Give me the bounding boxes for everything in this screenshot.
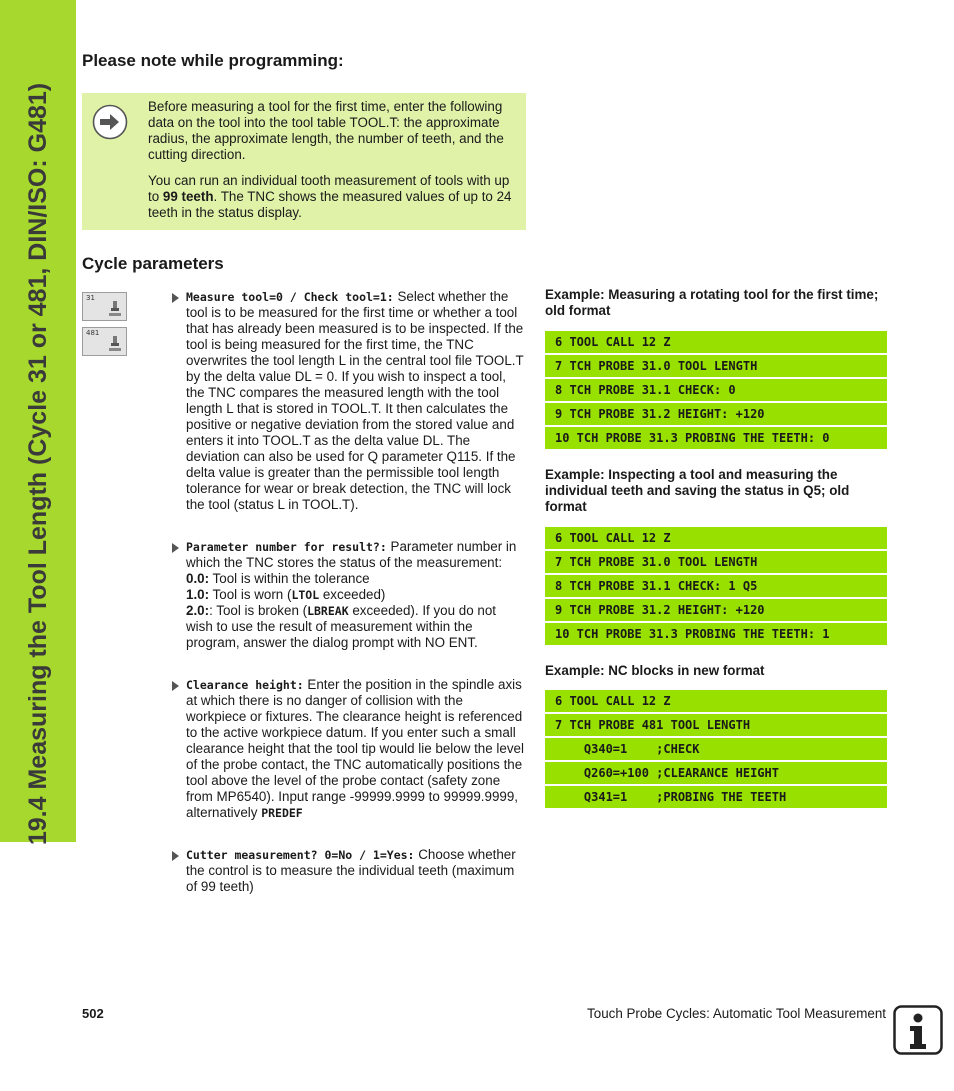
example-1-title: Example: Measuring a rotating tool for the first time; old format: [545, 287, 879, 318]
cycle-31-softkey-icon: 31: [82, 292, 127, 321]
param-measure-or-check: Measure tool=0 / Check tool=1: Select whether the tool is to be measured for the first time or whether a tool that has already been measured is to be inspected. If the tool is being measured for the first time, the TNC overwrites the tool length L in the central tool file TOOL.T by the delta value DL = 0. If you wish to inspect a tool, the TNC compares the measured length with the tool length L that is stored in TOOL.T. It then calculates the positive or negative deviation from the stored value and enters it into TOOL.T as the delta value DL. The deviation can also be used for Q parameter Q115. If the delta value is greater than the permissible tool length tolerance for wear or break detection, the TNC will lock the tool (status L in TOOL.T).: [172, 289, 524, 513]
footer-title: Touch Probe Cycles: Automatic Tool Measurement: [587, 1006, 886, 1021]
code-line: Q260=+100 ;CLEARANCE HEIGHT: [545, 762, 887, 784]
note-paragraph-1: Before measuring a tool for the first time, enter the following data on the tool into the tool table TOOL.T: the approximate radius, the approximate length, the number of teeth, and the cutting direction.: [148, 99, 504, 162]
param-result-number: Parameter number for result?: Parameter number in which the TNC stores the status of the measurement: 0.0: Tool is within the tolerance 1.0: Tool is worn (LTOL exceeded) 2.0:: Tool is broken (LBREAK exceeded). If you do not wish to use the result of measurement within the program, answer the dialog prompt with NO ENT.: [172, 539, 524, 651]
bullet-triangle-icon: [172, 681, 179, 691]
code-line: Q340=1 ;CHECK: [545, 738, 887, 760]
param-clearance-height: Clearance height: Enter the position in the spindle axis at which there is no danger of collision with the workpiece or fixtures. The clearance height is referenced to the active workpiece datum. If you enter such a small clearance height that the tool tip would lie below the level of the probe contact, the TNC automatically positions the tool above the level of the probe contact (safety zone from MP6540). Input range -99999.9999 to 99999.9999, alternatively PREDEF: [172, 677, 524, 821]
page-number: 502: [82, 1006, 104, 1021]
info-icon: [893, 1005, 943, 1055]
code-line: Q341=1 ;PROBING THE TEETH: [545, 786, 887, 808]
tool-probe-icon: [108, 336, 122, 352]
example-2-title: Example: Inspecting a tool and measuring the individual teeth and saving the status in Q5; old format: [545, 467, 850, 514]
code-line: 7 TCH PROBE 31.0 TOOL LENGTH: [545, 355, 887, 377]
cycle-parameters-heading: Cycle parameters: [82, 254, 224, 273]
code-line: 8 TCH PROBE 31.1 CHECK: 0: [545, 379, 887, 401]
code-line: 7 TCH PROBE 31.0 TOOL LENGTH: [545, 551, 887, 573]
code-line: 9 TCH PROBE 31.2 HEIGHT: +120: [545, 599, 887, 621]
bullet-triangle-icon: [172, 851, 179, 861]
bullet-triangle-icon: [172, 293, 179, 303]
note-text: [148, 99, 518, 231]
param-cutter-measurement: Cutter measurement? 0=No / 1=Yes: Choose whether the control is to measure the individual teeth (maximum of 99 teeth): [172, 847, 524, 895]
code-line: 6 TOOL CALL 12 Z: [545, 331, 887, 353]
chapter-side-title: 19.4 Measuring the Tool Length (Cycle 31 or 481, DIN/ISO: G481): [24, 82, 52, 846]
note-heading: Please note while programming:: [82, 51, 344, 70]
note-paragraph-2: You can run an individual tooth measurement of tools with up to 99 teeth. The TNC shows the measured values of up to 24 teeth in the status display.: [148, 173, 512, 220]
code-line: 8 TCH PROBE 31.1 CHECK: 1 Q5: [545, 575, 887, 597]
code-line: 6 TOOL CALL 12 Z: [545, 690, 887, 712]
code-line: 10 TCH PROBE 31.3 PROBING THE TEETH: 1: [545, 623, 887, 645]
tool-probe-icon: [108, 301, 122, 317]
note-box: [82, 93, 526, 230]
code-line: 6 TOOL CALL 12 Z: [545, 527, 887, 549]
bullet-triangle-icon: [172, 543, 179, 553]
example-3-title: Example: NC blocks in new format: [545, 663, 765, 678]
cycle-481-softkey-icon: 481: [82, 327, 127, 356]
code-line: 9 TCH PROBE 31.2 HEIGHT: +120: [545, 403, 887, 425]
code-line: 10 TCH PROBE 31.3 PROBING THE TEETH: 0: [545, 427, 887, 449]
code-line: 7 TCH PROBE 481 TOOL LENGTH: [545, 714, 887, 736]
arrow-right-icon: [92, 104, 128, 140]
